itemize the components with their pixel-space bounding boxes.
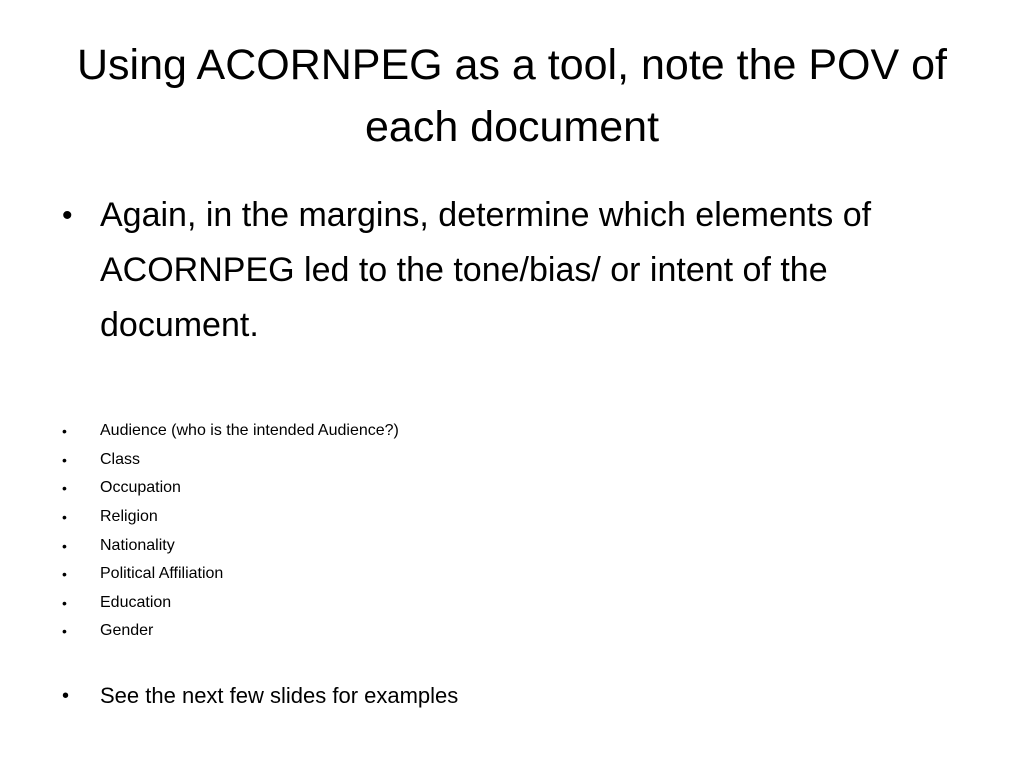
list-item-text: Occupation <box>100 479 181 497</box>
bullet-icon: • <box>62 566 67 583</box>
bullet-icon: • <box>62 685 70 707</box>
list-item <box>62 560 399 589</box>
list-item-text: Religion <box>100 508 158 526</box>
acornpeg-list <box>62 417 399 646</box>
bullet-icon: • <box>62 623 67 640</box>
list-item-text: Gender <box>100 622 154 640</box>
final-bullet <box>62 680 458 712</box>
list-item <box>62 446 399 475</box>
bullet-icon: • <box>62 451 67 468</box>
list-item-text: Class <box>100 450 141 468</box>
slide-title: Using ACORNPEG as a tool, note the POV of each document <box>77 41 947 151</box>
main-bullet <box>62 188 962 353</box>
bullet-icon: • <box>62 199 73 232</box>
list-item-text: Education <box>100 593 172 611</box>
list-item <box>62 531 399 560</box>
bullet-icon: • <box>62 480 67 497</box>
bullet-icon: • <box>62 423 67 440</box>
list-item-text: Audience (who is the intended Audience?) <box>100 422 399 440</box>
list-item <box>62 503 399 532</box>
list-item <box>62 417 399 446</box>
list-item <box>62 474 399 503</box>
main-bullet-text: Again, in the margins, determine which elements of ACORNPEG led to the tone/bias/ or intent of the document. <box>100 196 872 344</box>
list-item <box>62 617 399 646</box>
bullet-icon: • <box>62 537 67 554</box>
list-item-text: Political Affiliation <box>100 565 224 583</box>
final-bullet-text: See the next few slides for examples <box>100 683 459 708</box>
bullet-icon: • <box>62 509 67 526</box>
bullet-icon: • <box>62 594 67 611</box>
list-item-text: Nationality <box>100 536 175 554</box>
list-item <box>62 589 399 618</box>
